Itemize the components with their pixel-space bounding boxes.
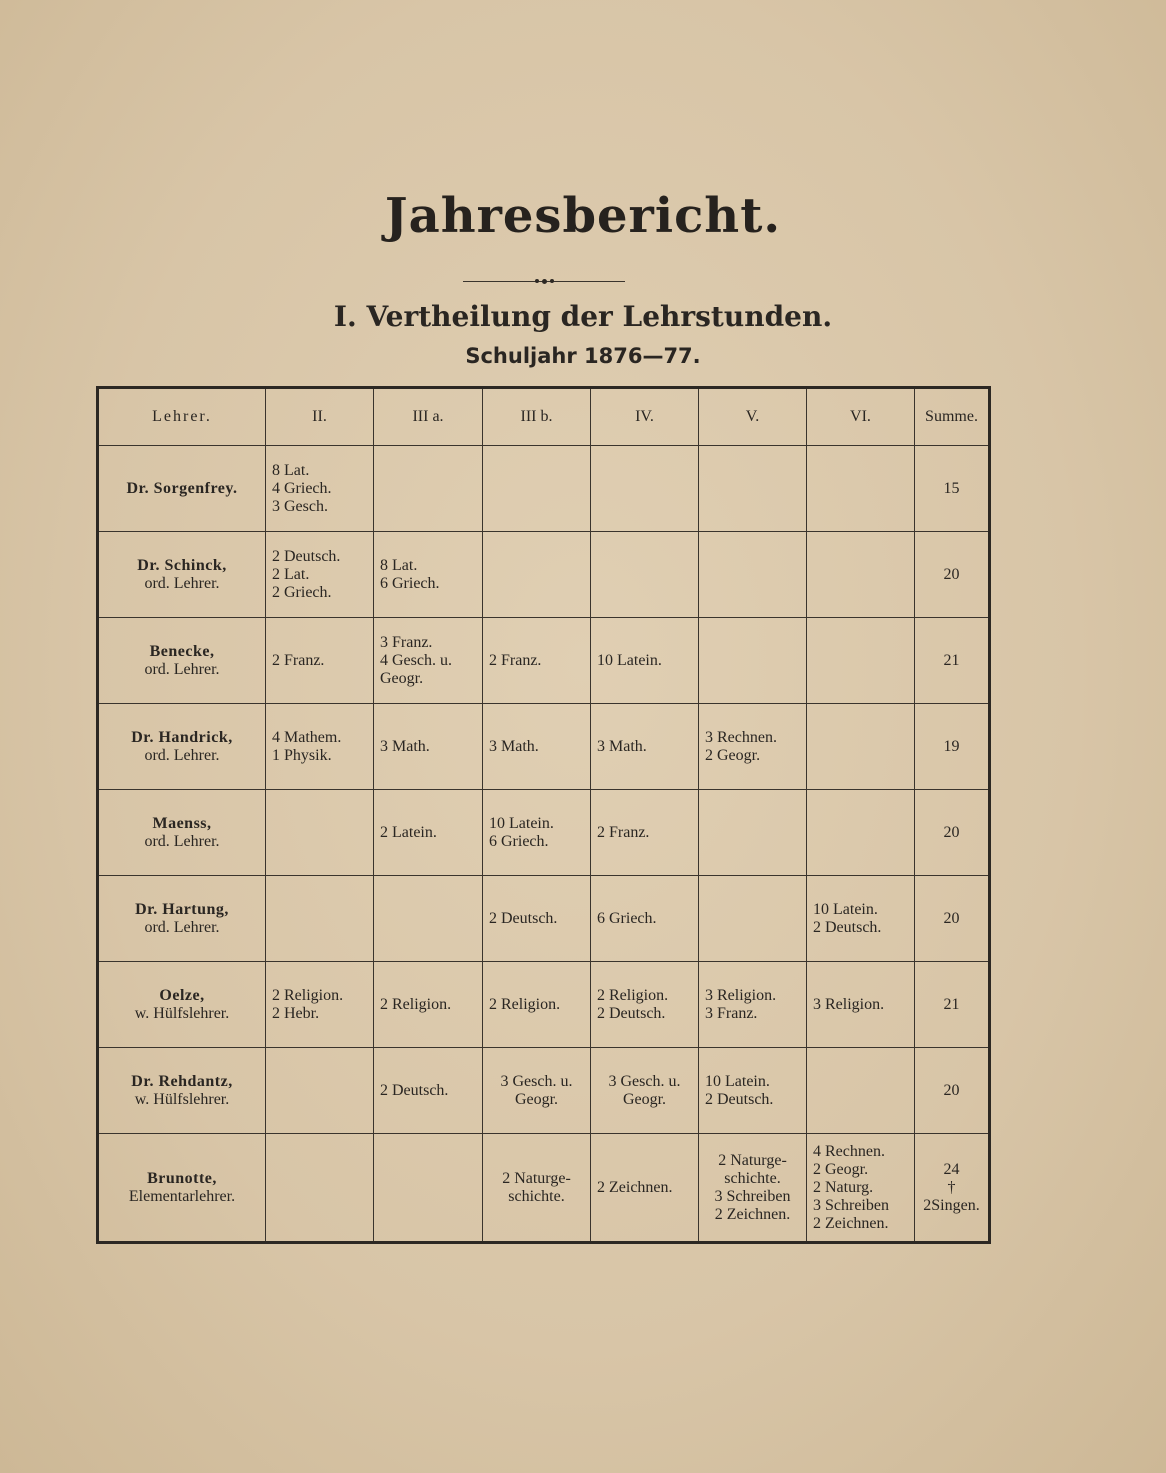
lesson-cell xyxy=(807,790,915,876)
table-row xyxy=(98,876,990,962)
lesson-line: 6 Griech. xyxy=(597,909,657,927)
teacher-name: Dr. Handrick, xyxy=(131,728,233,746)
lesson-line: 3 Religion. xyxy=(813,995,885,1013)
teacher-name: Dr. Schinck, xyxy=(137,556,227,574)
sum-cell: 20 xyxy=(915,876,990,962)
lesson-line: 2 Hebr. xyxy=(272,1004,320,1022)
lesson-cell xyxy=(807,1134,915,1243)
header-row xyxy=(98,388,990,446)
teacher-cell xyxy=(98,962,266,1048)
lesson-line: 3 Religion. xyxy=(705,986,777,1004)
header-sum: Summe. xyxy=(915,388,990,446)
lesson-line: 6 Griech. xyxy=(489,832,549,850)
lesson-line: 4 Griech. xyxy=(272,479,332,497)
teacher-role: ord. Lehrer. xyxy=(144,918,220,936)
ornament-divider xyxy=(463,278,625,286)
lesson-cell xyxy=(807,1048,915,1134)
lesson-cell xyxy=(266,446,374,532)
lesson-line: 2 Zeichnen. xyxy=(597,1178,673,1196)
lesson-line: 2 Naturge- xyxy=(718,1151,787,1169)
lesson-cell xyxy=(591,532,699,618)
teacher-cell xyxy=(98,532,266,618)
lesson-cell xyxy=(591,618,699,704)
lesson-line: 2 Franz. xyxy=(489,651,542,669)
lesson-line: 2 Deutsch. xyxy=(813,918,882,936)
lesson-line: 2 Deutsch. xyxy=(272,547,341,565)
lesson-cell xyxy=(591,962,699,1048)
table-row xyxy=(98,790,990,876)
teacher-role: ord. Lehrer. xyxy=(144,574,220,592)
lesson-cell xyxy=(374,446,483,532)
lesson-cell xyxy=(266,962,374,1048)
lesson-cell xyxy=(483,790,591,876)
lesson-cell xyxy=(807,532,915,618)
lesson-line: 2 Religion. xyxy=(272,986,344,1004)
lesson-cell xyxy=(483,1134,591,1243)
school-year-subtitle: Schuljahr 1876—77. xyxy=(465,344,701,368)
lesson-line: 3 Schreiben xyxy=(714,1187,791,1205)
lesson-line: 2 Deutsch. xyxy=(489,909,558,927)
lesson-line: 10 Latein. xyxy=(597,651,662,669)
lesson-cell xyxy=(699,876,807,962)
lesson-cell xyxy=(266,1134,374,1243)
lesson-line: 2 Deutsch. xyxy=(380,1081,449,1099)
lesson-line: 3 Math. xyxy=(597,737,647,755)
lesson-line: 2 Naturge- xyxy=(502,1169,571,1187)
teacher-role: ord. Lehrer. xyxy=(144,832,220,850)
teacher-role: w. Hülfslehrer. xyxy=(134,1004,230,1022)
lesson-cell xyxy=(483,446,591,532)
lesson-line: 2 Franz. xyxy=(597,823,650,841)
lesson-line: 2 Franz. xyxy=(272,651,325,669)
lesson-line: 8 Lat. xyxy=(380,556,418,574)
lesson-cell xyxy=(483,532,591,618)
lesson-cell xyxy=(266,876,374,962)
lesson-line: 2 Deutsch. xyxy=(597,1004,666,1022)
lesson-cell xyxy=(699,1134,807,1243)
lesson-line: 2 Religion. xyxy=(597,986,669,1004)
sum-cell: 24 † 2Singen. xyxy=(915,1134,990,1243)
lesson-line: 8 Lat. xyxy=(272,461,310,479)
sum-cell: 20 xyxy=(915,532,990,618)
lesson-line: 3 Schreiben xyxy=(813,1196,889,1214)
lesson-line: 3 Franz. xyxy=(705,1004,758,1022)
lesson-cell xyxy=(699,1048,807,1134)
lesson-line: 2 Deutsch. xyxy=(705,1090,774,1108)
teacher-cell xyxy=(98,1134,266,1243)
lesson-cell xyxy=(699,704,807,790)
teacher-name: Maenss, xyxy=(152,814,212,832)
sum-cell: 21 xyxy=(915,962,990,1048)
header-class-iiia: III a. xyxy=(374,388,483,446)
lesson-line: 3 Math. xyxy=(489,737,539,755)
lesson-line: 2 Griech. xyxy=(272,583,332,601)
lesson-line: 6 Griech. xyxy=(380,574,440,592)
sum-cell: 20 xyxy=(915,790,990,876)
lesson-cell xyxy=(266,704,374,790)
lesson-line: 2 Religion. xyxy=(489,995,561,1013)
lesson-line: 2 Zeichnen. xyxy=(813,1214,889,1232)
lesson-cell xyxy=(483,876,591,962)
teacher-role: ord. Lehrer. xyxy=(144,746,220,764)
lesson-line: Geogr. xyxy=(514,1090,559,1108)
lesson-line: 2 Lat. xyxy=(272,565,310,583)
lesson-cell xyxy=(266,532,374,618)
lesson-cell xyxy=(374,618,483,704)
lesson-cell xyxy=(699,446,807,532)
lesson-line: 3 Franz. xyxy=(380,633,433,651)
lesson-line: 2 Naturg. xyxy=(813,1178,874,1196)
teacher-name: Dr. Hartung, xyxy=(135,900,229,918)
lesson-line: 3 Gesch. u. xyxy=(500,1072,573,1090)
header-teacher: Lehrer. xyxy=(98,388,266,446)
table-row xyxy=(98,1134,990,1243)
header-class-iv: IV. xyxy=(591,388,699,446)
lesson-line: 2 Latein. xyxy=(380,823,437,841)
sum-cell: 20 xyxy=(915,1048,990,1134)
lesson-cell xyxy=(374,1134,483,1243)
sum-cell: 21 xyxy=(915,618,990,704)
lesson-cell xyxy=(807,704,915,790)
teacher-cell xyxy=(98,704,266,790)
lesson-line: 4 Mathem. xyxy=(272,728,342,746)
teacher-name: Benecke, xyxy=(149,642,215,660)
lesson-line: schichte. xyxy=(508,1187,565,1205)
lesson-line: 2 Religion. xyxy=(380,995,452,1013)
teacher-cell xyxy=(98,876,266,962)
lesson-line: schichte. xyxy=(724,1169,781,1187)
teacher-cell xyxy=(98,790,266,876)
table-row xyxy=(98,618,990,704)
lesson-line: 3 Gesch. u. xyxy=(608,1072,681,1090)
lesson-cell xyxy=(699,618,807,704)
teacher-role: Elementarlehrer. xyxy=(128,1187,236,1205)
header-class-iiib: III b. xyxy=(483,388,591,446)
lesson-line: 1 Physik. xyxy=(272,746,332,764)
lesson-cell xyxy=(699,532,807,618)
lesson-cell xyxy=(266,618,374,704)
teacher-name: Dr. Sorgenfrey. xyxy=(126,479,238,497)
lesson-cell xyxy=(266,1048,374,1134)
table-row xyxy=(98,446,990,532)
lesson-cell xyxy=(374,790,483,876)
lesson-line: 10 Latein. xyxy=(489,814,554,832)
lesson-cell xyxy=(699,790,807,876)
table-row xyxy=(98,1048,990,1134)
lesson-cell xyxy=(374,532,483,618)
teacher-role: ord. Lehrer. xyxy=(144,660,220,678)
teacher-role: w. Hülfslehrer. xyxy=(134,1090,230,1108)
lesson-cell xyxy=(483,962,591,1048)
header-class-ii: II. xyxy=(266,388,374,446)
lesson-line: Geogr. xyxy=(622,1090,667,1108)
lesson-line: Geogr. xyxy=(380,669,424,687)
lesson-cell xyxy=(374,704,483,790)
lesson-cell xyxy=(374,1048,483,1134)
lesson-cell xyxy=(591,1134,699,1243)
lesson-line: 4 Rechnen. xyxy=(813,1142,885,1160)
teacher-cell xyxy=(98,618,266,704)
lesson-cell xyxy=(807,446,915,532)
lesson-cell xyxy=(374,962,483,1048)
lesson-cell xyxy=(591,790,699,876)
lesson-line: 2 Geogr. xyxy=(813,1160,869,1178)
table-row xyxy=(98,704,990,790)
lesson-cell xyxy=(591,876,699,962)
lesson-cell xyxy=(591,446,699,532)
lesson-cell xyxy=(591,704,699,790)
lesson-line: 2 Zeichnen. xyxy=(714,1205,791,1223)
lesson-cell xyxy=(699,962,807,1048)
lesson-cell xyxy=(483,1048,591,1134)
teacher-cell xyxy=(98,446,266,532)
header-class-v: V. xyxy=(699,388,807,446)
lesson-cell xyxy=(483,618,591,704)
lesson-line: 3 Math. xyxy=(380,737,430,755)
sum-cell: 19 xyxy=(915,704,990,790)
section-title: I. Vertheilung der Lehrstunden. xyxy=(333,300,833,333)
teacher-name: Oelze, xyxy=(159,986,205,1004)
lesson-cell xyxy=(807,618,915,704)
lesson-distribution-table xyxy=(96,386,991,1244)
lesson-line: 10 Latein. xyxy=(813,900,878,918)
teacher-cell xyxy=(98,1048,266,1134)
header-class-vi: VI. xyxy=(807,388,915,446)
teacher-name: Dr. Rehdantz, xyxy=(131,1072,233,1090)
lesson-line: 10 Latein. xyxy=(705,1072,770,1090)
page-title: Jahresbericht. xyxy=(384,188,782,244)
lesson-line: 3 Gesch. xyxy=(272,497,328,515)
lesson-line: 3 Rechnen. xyxy=(705,728,777,746)
lesson-cell xyxy=(374,876,483,962)
teacher-name: Brunotte, xyxy=(147,1169,217,1187)
lesson-cell xyxy=(266,790,374,876)
lesson-line: 2 Geogr. xyxy=(705,746,761,764)
lesson-cell xyxy=(483,704,591,790)
lesson-cell xyxy=(807,962,915,1048)
sum-cell: 15 xyxy=(915,446,990,532)
lesson-cell xyxy=(807,876,915,962)
lesson-line: 4 Gesch. u. xyxy=(380,651,452,669)
table-row xyxy=(98,532,990,618)
table-row xyxy=(98,962,990,1048)
lesson-cell xyxy=(591,1048,699,1134)
